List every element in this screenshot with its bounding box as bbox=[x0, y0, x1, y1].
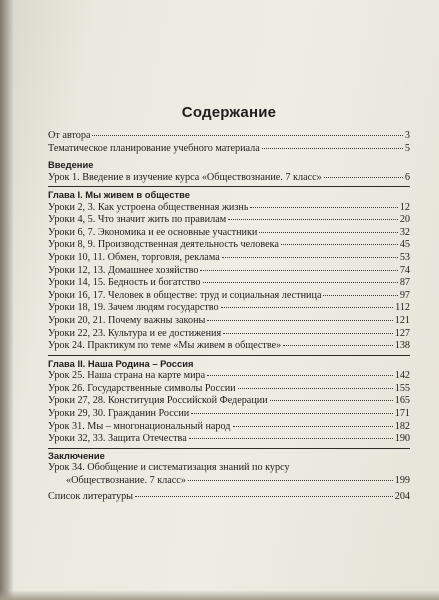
conclusion-group bbox=[48, 448, 410, 488]
chapter-1-list bbox=[48, 202, 410, 353]
leader-dots bbox=[262, 148, 403, 149]
toc-entry: Уроки 29, 30. Гражданин России 171 bbox=[48, 407, 410, 419]
page-bottom-shadow bbox=[0, 590, 439, 600]
leader-dots bbox=[283, 345, 393, 346]
leader-dots bbox=[270, 400, 393, 401]
toc-entry: Уроки 14, 15. Бедность и богатство 87 bbox=[48, 277, 410, 289]
leader-dots bbox=[281, 244, 398, 245]
section-heading-conclusion: Заключение bbox=[48, 449, 105, 461]
toc-entry: Уроки 8, 9. Производственная деятельность человека 45 bbox=[48, 239, 410, 251]
toc-entry: Урок 24. Практикум по теме «Мы живем в обществе» 138 bbox=[48, 340, 410, 352]
leader-dots bbox=[207, 320, 392, 321]
toc-entry: Уроки 6, 7. Экономика и ее основные участники 32 bbox=[48, 226, 410, 238]
leader-dots bbox=[207, 375, 393, 376]
toc-entry: От автора 3 bbox=[48, 130, 410, 141]
page-left-shadow bbox=[0, 0, 14, 600]
chapter-1-heading: Глава I. Мы живем в обществе bbox=[48, 189, 190, 201]
chapter-2-list bbox=[48, 370, 410, 446]
section-heading-intro: Введение bbox=[48, 159, 94, 171]
toc-entry-continuation: «Обществознание. 7 класс» 199 bbox=[66, 474, 410, 486]
toc-entry: Уроки 10, 11. Обмен, торговля, реклама 53 bbox=[48, 251, 410, 263]
leader-dots bbox=[188, 480, 393, 481]
leader-dots bbox=[250, 207, 397, 208]
leader-dots bbox=[222, 257, 398, 258]
leader-dots bbox=[233, 426, 393, 427]
leader-dots bbox=[92, 135, 402, 136]
toc-entry: Урок 34. Обобщение и систематизация знаний по курсу bbox=[48, 462, 290, 474]
leader-dots bbox=[221, 307, 393, 308]
leader-dots bbox=[238, 388, 393, 389]
leader-dots bbox=[191, 413, 392, 414]
chapter-2-group bbox=[48, 355, 410, 446]
toc-entry: Уроки 20, 21. Почему важны законы 121 bbox=[48, 314, 410, 326]
leader-dots bbox=[200, 270, 397, 271]
toc-entry: Уроки 12, 13. Домашнее хозяйство 74 bbox=[48, 264, 410, 276]
leader-dots bbox=[135, 496, 393, 497]
toc-entry: Уроки 32, 33. Защита Отечества 190 bbox=[48, 433, 410, 445]
toc-entry: Уроки 18, 19. Зачем людям государство 112 bbox=[48, 302, 410, 314]
toc-entry: Урок 25. Наша страна на карте мира 142 bbox=[48, 370, 410, 382]
toc-entry: Уроки 2, 3. Как устроена общественная жизнь 12 bbox=[48, 201, 410, 213]
chapter-1-group bbox=[48, 186, 410, 353]
leader-dots bbox=[189, 438, 393, 439]
leader-dots bbox=[323, 295, 397, 296]
table-of-contents bbox=[48, 104, 410, 504]
leader-dots bbox=[223, 333, 393, 334]
toc-entry: Уроки 22, 23. Культура и ее достижения 127 bbox=[48, 327, 410, 339]
toc-entry: Уроки 16, 17. Человек в обществе: труд и социальная лестница 97 bbox=[48, 289, 410, 301]
toc-entry-literature: Список литературы 204 bbox=[48, 491, 410, 503]
toc-entry: Урок 26. Государственные символы России 155 bbox=[48, 382, 410, 394]
leader-dots bbox=[203, 282, 398, 283]
toc-entry: Уроки 4, 5. Что значит жить по правилам 20 bbox=[48, 214, 410, 226]
toc-entry: Урок 31. Мы – многонациональный народ 182 bbox=[48, 420, 410, 432]
leader-dots bbox=[324, 177, 403, 178]
leader-dots bbox=[228, 219, 398, 220]
toc-entry: Тематическое планирование учебного материала 5 bbox=[48, 142, 410, 154]
leader-dots bbox=[259, 232, 397, 233]
chapter-2-heading: Глава II. Наша Родина – Россия bbox=[48, 357, 194, 369]
toc-entry: Уроки 27, 28. Конституция Российской Федерации 165 bbox=[48, 395, 410, 407]
toc-entry: Урок 1. Введение в изучение курса «Обществознание. 7 класс» 6 bbox=[48, 171, 410, 183]
toc-title: Содержание bbox=[181, 104, 277, 121]
